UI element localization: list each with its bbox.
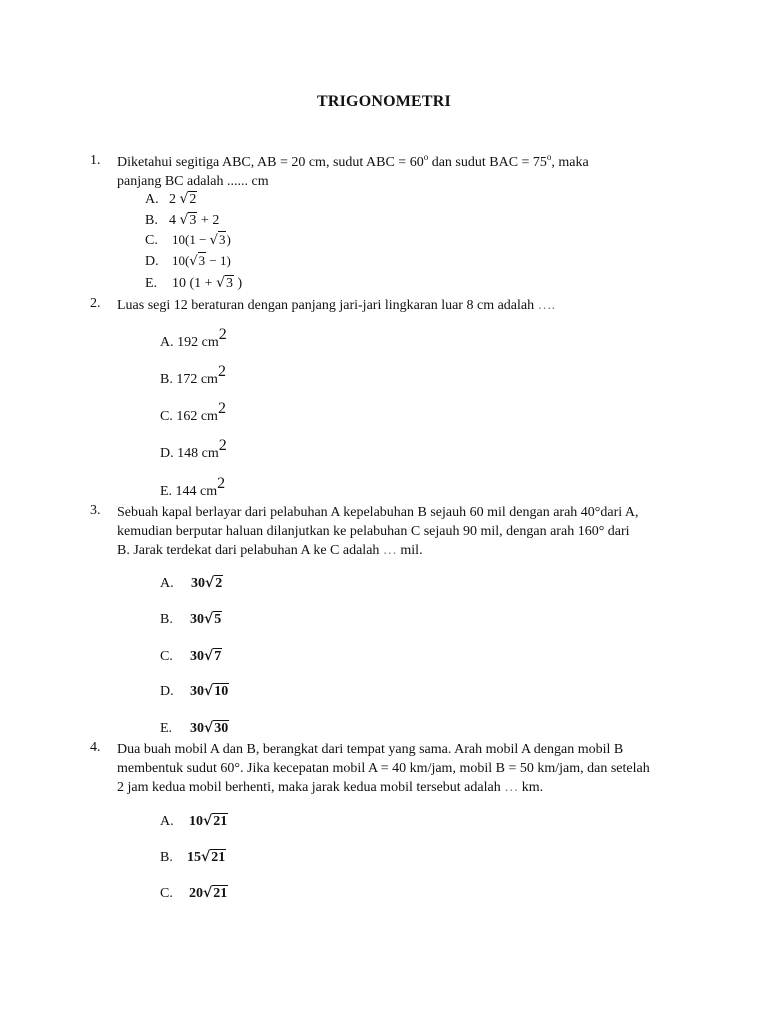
sqrt-symbol: √3 [209,232,226,248]
sqrt-symbol: √21 [203,885,228,901]
question-3-line3 [117,541,423,561]
sqrt-symbol: √10 [204,683,229,699]
option-post: − 1) [206,253,231,268]
sqrt-symbol: √3 [216,275,233,291]
option-coef: 30 [191,576,205,591]
option-coef: 15 [187,850,201,865]
option-label: A. [160,814,174,829]
option-sup: 2 [217,475,226,492]
sqrt-symbol: √21 [201,849,226,865]
q3-option-d [160,683,229,700]
question-1-number: 1. [90,153,101,168]
option-label: E. [160,721,173,736]
option-post: ) [233,276,243,291]
option-label: D. [145,254,159,269]
question-4-line2: membentuk sudut 60°. Jika kecepatan mobil A = 40 km/jam, mobil B = 50 km/jam, dan setelah [117,761,650,776]
option-coef: 30 [190,649,204,664]
option-pre: 10( [172,253,190,268]
option-label: A. [145,192,159,207]
q1-option-b [145,212,219,229]
option-label: E. [145,276,158,291]
q4-option-c [160,885,228,902]
sqrt-symbol: √21 [203,813,228,829]
option-coef: 30 [190,684,204,699]
q2-option-e [160,475,226,500]
sqrt-symbol: √7 [204,648,222,664]
q2-option-a [160,326,227,351]
question-4-line1: Dua buah mobil A dan B, berangkat dari tempat yang sama. Arah mobil A dengan mobil B [117,742,624,757]
q1-text-b: dan sudut BAC = 75 [428,155,547,170]
option-text: C. 162 cm [160,409,218,424]
option-text: A. 192 cm [160,335,219,350]
option-coef: 30 [190,721,204,736]
radicand: 30 [214,721,229,736]
option-pre: 10(1 − [172,232,210,247]
sqrt-symbol: √3 [179,212,197,228]
question-2-text [117,296,679,316]
radicand: 21 [213,886,228,901]
option-coef: 30 [190,612,204,627]
option-pre: 4 [169,213,180,228]
question-1-text-line1 [117,153,589,173]
q1-text-a: Diketahui segitiga ABC, AB = 20 cm, sudut ABC = 60 [117,155,424,170]
q4-ellipsis: … [504,780,519,795]
option-post: ) [226,232,231,247]
q3-ellipsis: … [382,543,397,558]
sqrt-symbol: √2 [179,191,197,207]
sqrt-symbol: √3 [189,253,206,269]
q2-ellipsis: …. [537,298,556,313]
option-text: D. 148 cm [160,446,219,461]
q1-option-e [145,275,242,292]
question-3-line1: Sebuah kapal berlayar dari pelabuhan A kepelabuhan B sejauh 60 mil dengan arah 40°dari A, [117,505,639,520]
option-sup: 2 [217,400,226,417]
q1-text-c: , maka [551,155,589,170]
option-label: C. [160,886,173,901]
question-4-number: 4. [90,740,101,755]
sqrt-symbol: √30 [204,720,229,736]
radicand: 5 [214,612,222,627]
q1-degree-2: o [546,152,552,162]
radicand: 10 [214,684,229,699]
q3-option-e [160,720,229,737]
radicand: 3 [218,232,226,247]
radicand: 3 [189,213,197,228]
option-label: C. [160,649,173,664]
radicand: 2 [189,192,197,207]
q2-option-d [160,437,227,462]
option-text: B. 172 cm [160,372,218,387]
q3-option-a [160,575,223,592]
option-label: C. [145,233,158,248]
q4-option-a [160,813,228,830]
radicand: 7 [214,649,222,664]
question-3-number: 3. [90,503,101,518]
option-sup: 2 [218,326,227,343]
option-label: D. [160,684,174,699]
q4-line3-unit: km. [518,780,544,795]
q3-line3-text: B. Jarak terdekat dari pelabuhan A ke C adalah [117,543,383,558]
question-1-text-line2: panjang BC adalah ...... cm [117,174,269,189]
option-pre: 2 [169,192,180,207]
q1-option-a [145,191,197,208]
radicand: 3 [225,276,233,291]
q2-option-b [160,363,226,388]
q1-option-c [145,232,231,249]
q2-text: Luas segi 12 beraturan dengan panjang jari-jari lingkaran luar 8 cm adalah [117,298,538,313]
option-post: + 2 [197,213,220,228]
option-label: B. [160,850,173,865]
option-coef: 20 [189,886,203,901]
radicand: 21 [213,814,228,829]
option-text: E. 144 cm [160,484,218,499]
sqrt-symbol: √5 [204,611,222,627]
q2-option-c [160,400,226,425]
option-label: B. [160,612,173,627]
radicand: 2 [215,576,223,591]
option-coef: 10 [189,814,203,829]
q3-line3-unit: mil. [396,543,423,558]
option-pre: 10 (1 + [172,276,217,291]
option-sup: 2 [218,437,227,454]
radicand: 21 [211,850,226,865]
option-label: A. [160,576,174,591]
option-label: B. [145,213,158,228]
q1-option-d [145,253,231,270]
q1-degree-1: o [423,152,429,162]
q3-option-c [160,648,222,665]
q4-line3-text: 2 jam kedua mobil berhenti, maka jarak kedua mobil tersebut adalah [117,780,505,795]
page-title: TRIGONOMETRI [317,93,451,110]
q3-option-b [160,611,222,628]
question-4-line3 [117,778,543,798]
option-sup: 2 [217,363,226,380]
question-3-line2: kemudian berputar haluan dilanjutkan ke pelabuhan C sejauh 90 mil, dengan arah 160° dari [117,524,630,539]
sqrt-symbol: √2 [205,575,223,591]
q4-option-b [160,849,226,866]
radicand: 3 [198,253,206,268]
question-2-number: 2. [90,296,101,311]
